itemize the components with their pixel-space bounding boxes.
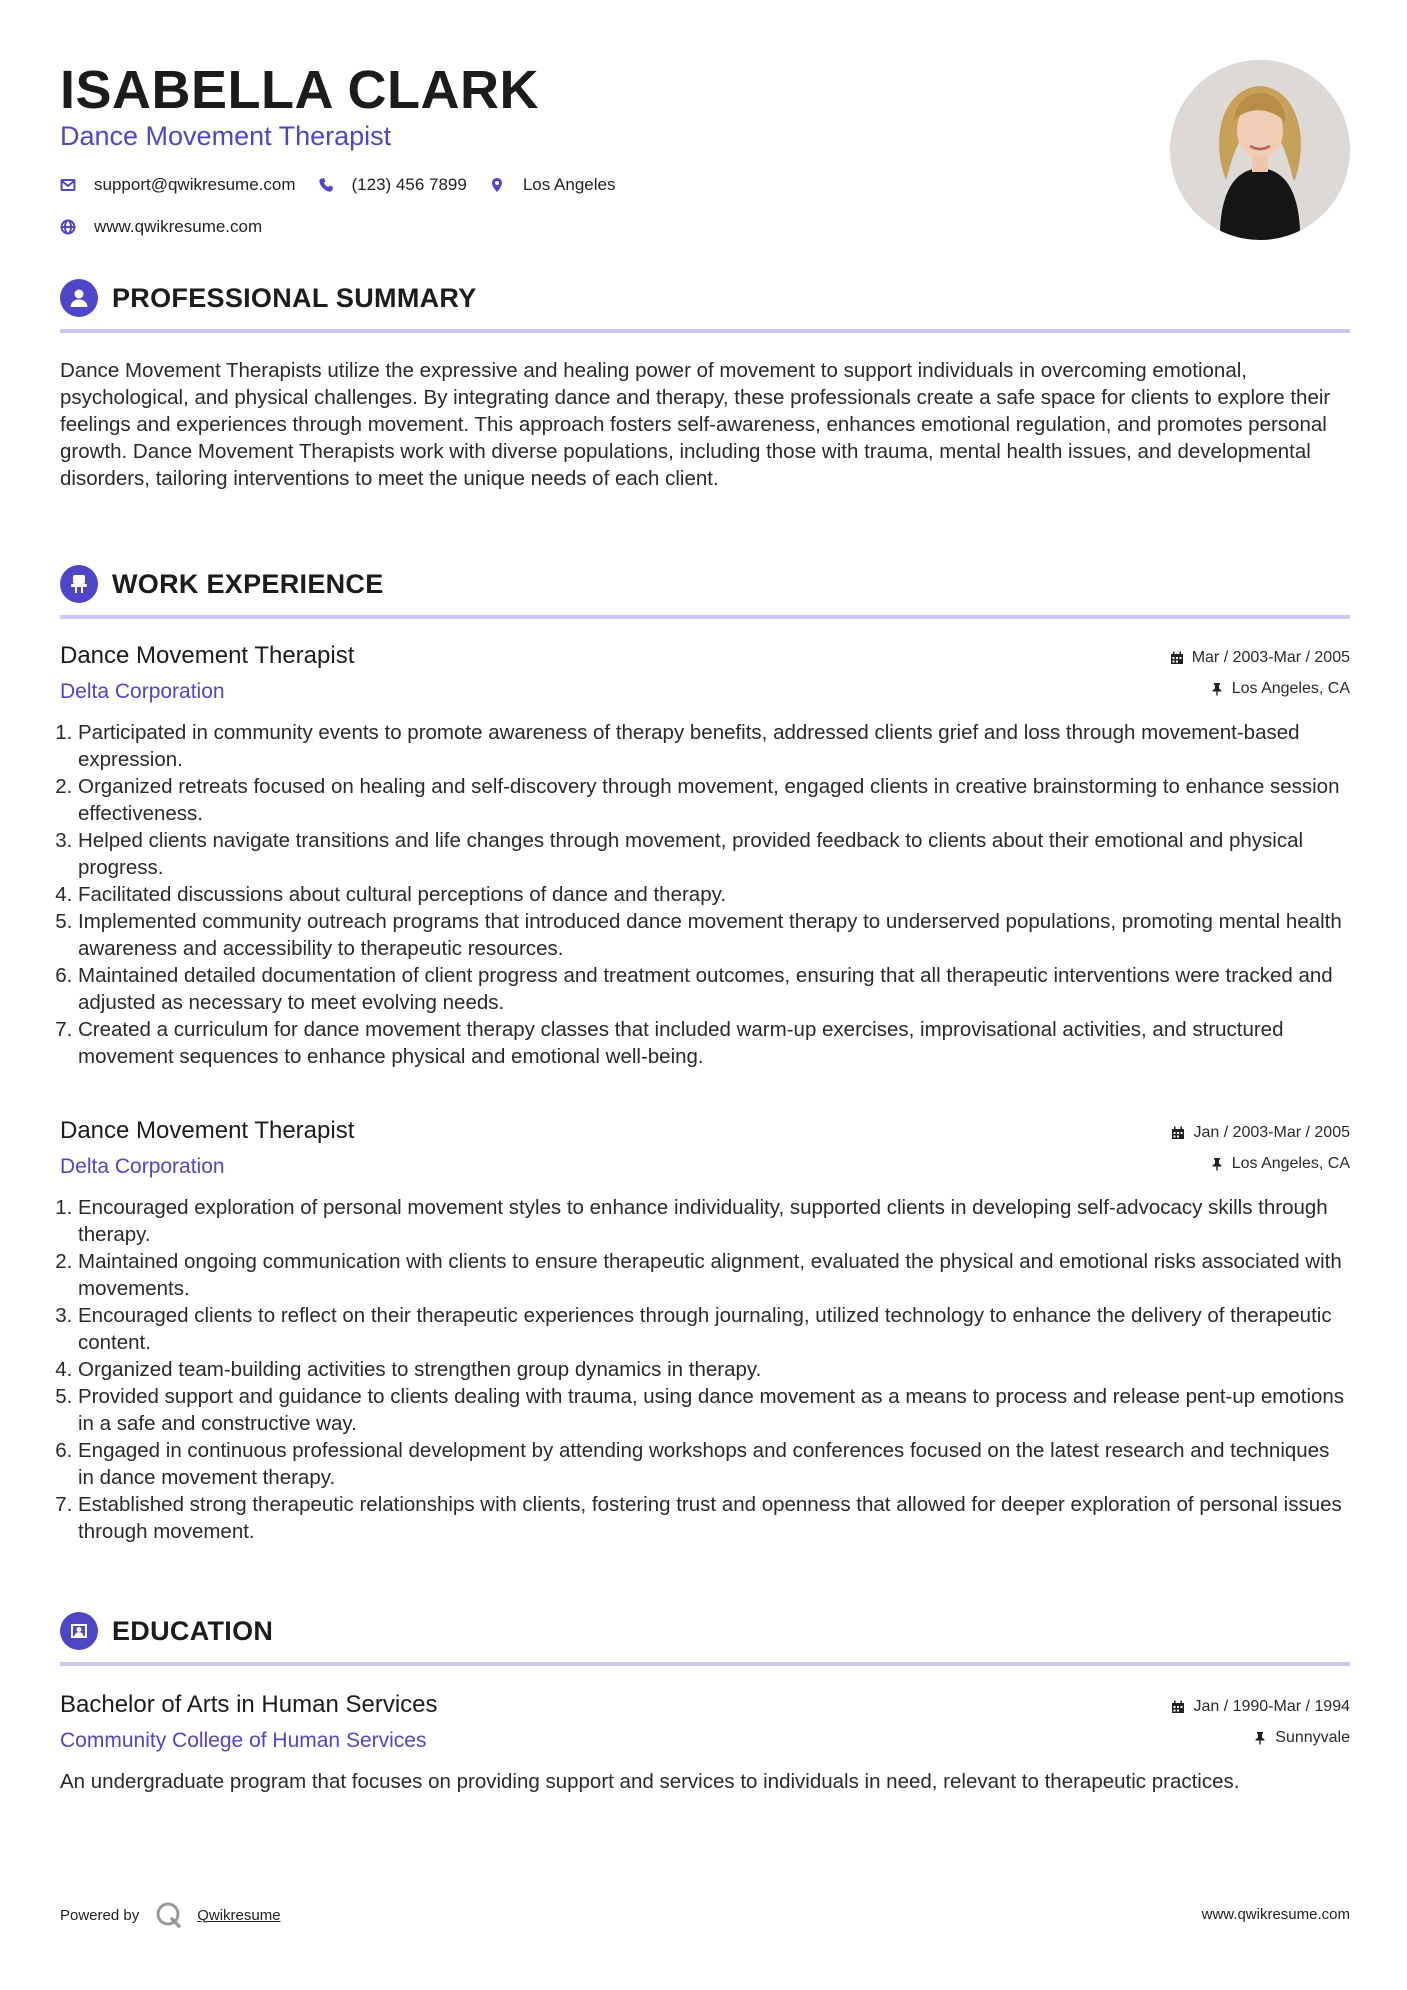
section-divider [60, 329, 1350, 333]
school-name: Community College of Human Services [60, 1729, 427, 1752]
education-location [1253, 1727, 1350, 1749]
graduation-icon [60, 1612, 98, 1650]
calendar-icon [1171, 1700, 1185, 1714]
education-section-header [60, 1612, 1350, 1662]
job-date-text: Jan / 2003-Mar / 2005 [1193, 1124, 1350, 1141]
list-item: 1. Participated in community events to promote awareness of therapy benefits, addressed clients grief and loss through movement-based expression. [78, 719, 1350, 773]
email-text: support@qwikresume.com [94, 175, 296, 194]
candidate-name: ISABELLA CLARK [60, 60, 539, 120]
list-item: 6. Engaged in continuous professional development by attending workshops and conferences focused on the latest research and techniques in dance movement therapy. [78, 1437, 1350, 1491]
job-location [1210, 678, 1350, 700]
job-title: Dance Movement Therapist [60, 642, 355, 669]
powered-by-label: Powered by [60, 1906, 140, 1924]
user-icon [60, 279, 98, 317]
powered-by [60, 1897, 281, 1933]
phone-text: (123) 456 7899 [351, 175, 467, 194]
job-responsibilities [60, 719, 1350, 1070]
section-divider [60, 1662, 1350, 1666]
job-location-text: Los Angeles, CA [1231, 680, 1350, 697]
job-location-text: Los Angeles, CA [1231, 1155, 1350, 1172]
contact-email[interactable] [60, 175, 296, 195]
job-company: Delta Corporation [60, 1155, 225, 1178]
list-item: 7. Established strong therapeutic relationships with clients, fostering trust and openness that allowed for deeper exploration of personal issues through movement. [78, 1491, 1350, 1545]
portrait-illustration [1170, 60, 1350, 240]
summary-heading: PROFESSIONAL SUMMARY [112, 283, 477, 313]
list-item: 1. Encouraged exploration of personal movement styles to enhance individuality, supported clients in developing self-advocacy skills through therapy. [78, 1194, 1350, 1248]
list-item: 6. Maintained detailed documentation of client progress and treatment outcomes, ensuring that all therapeutic interventions were tracked and adjusted as necessary to meet evolving needs. [78, 962, 1350, 1016]
experience-heading: WORK EXPERIENCE [112, 569, 384, 599]
qwikresume-logo-icon [153, 1899, 185, 1931]
job-title: Dance Movement Therapist [60, 1117, 355, 1144]
pushpin-icon [1253, 1731, 1267, 1745]
contact-phone[interactable] [318, 175, 467, 195]
contact-website[interactable] [60, 217, 262, 237]
education-date [1171, 1696, 1350, 1718]
profile-photo [1170, 60, 1350, 240]
list-item: 7. Created a curriculum for dance movement therapy classes that included warm-up exercises, improvisational activities, and structured movement sequences to enhance physical and emotional well-being. [78, 1016, 1350, 1070]
job-responsibilities [60, 1194, 1350, 1545]
contact-row-primary [60, 170, 637, 200]
brand-link[interactable]: Qwikresume [197, 1906, 281, 1924]
education-heading: EDUCATION [112, 1616, 274, 1646]
summary-text: Dance Movement Therapists utilize the expressive and healing power of movement to support individuals in overcoming emotional, psychological, and physical challenges. By integrating dance and therapy, these professionals create a safe space for clients to explore their feelings and experiences through movement. This approach fosters self-awareness, enhances emotional regulation, and promotes personal growth. Dance Movement Therapists work with diverse populations, including those with trauma, mental health issues, and developmental disorders, tailoring interventions to meet the unique needs of each client. [60, 359, 1331, 490]
location-text: Los Angeles [522, 175, 616, 194]
list-item: 3. Encouraged clients to reflect on their therapeutic experiences through journaling, utilized technology to enhance the delivery of therapeutic content. [78, 1302, 1350, 1356]
summary-section-header [60, 279, 1350, 329]
footer [60, 1897, 1350, 1933]
job-company: Delta Corporation [60, 680, 225, 703]
location-pin-icon [489, 177, 505, 193]
education-location-text: Sunnyvale [1275, 1729, 1350, 1746]
experience-section-header [60, 565, 1350, 615]
job-date [1171, 1122, 1350, 1144]
contact-info [60, 170, 637, 254]
list-item: 4. Organized team-building activities to strengthen group dynamics in therapy. [78, 1356, 1350, 1383]
job-location [1210, 1153, 1350, 1175]
job-date-text: Mar / 2003-Mar / 2005 [1191, 649, 1350, 666]
list-item: 5. Implemented community outreach programs that introduced dance movement therapy to underserved populations, promoting mental health awareness and accessibility to therapeutic resources. [78, 908, 1350, 962]
list-item: 2. Organized retreats focused on healing and self-discovery through movement, engaged clients in creative brainstorming to enhance session effectiveness. [78, 773, 1350, 827]
footer-website-link[interactable]: www.qwikresume.com [1201, 1906, 1350, 1923]
education-description: An undergraduate program that focuses on providing support and services to individuals in need, relevant to therapeutic practices. [60, 1770, 1240, 1793]
calendar-icon [1170, 651, 1184, 665]
list-item: 2. Maintained ongoing communication with clients to ensure therapeutic alignment, evaluated the physical and emotional risks associated with movements. [78, 1248, 1350, 1302]
phone-icon [318, 177, 334, 193]
pushpin-icon [1210, 682, 1224, 696]
list-item: 3. Helped clients navigate transitions and life changes through movement, provided feedback to clients about their emotional and physical progress. [78, 827, 1350, 881]
list-item: 5. Provided support and guidance to clients dealing with trauma, using dance movement as a means to process and release pent-up emotions in a safe and constructive way. [78, 1383, 1350, 1437]
job-date [1170, 647, 1350, 669]
mail-icon [60, 177, 76, 193]
globe-icon [60, 219, 76, 235]
website-text: www.qwikresume.com [94, 217, 263, 236]
list-item: 4. Facilitated discussions about cultural perceptions of dance and therapy. [78, 881, 1350, 908]
education-date-text: Jan / 1990-Mar / 1994 [1193, 1698, 1350, 1715]
contact-location [489, 175, 616, 195]
candidate-role: Dance Movement Therapist [60, 121, 392, 151]
degree-title: Bachelor of Arts in Human Services [60, 1691, 438, 1718]
section-divider [60, 615, 1350, 619]
calendar-icon [1171, 1126, 1185, 1140]
pushpin-icon [1210, 1157, 1224, 1171]
briefcase-icon [60, 565, 98, 603]
contact-row-secondary [60, 212, 637, 242]
